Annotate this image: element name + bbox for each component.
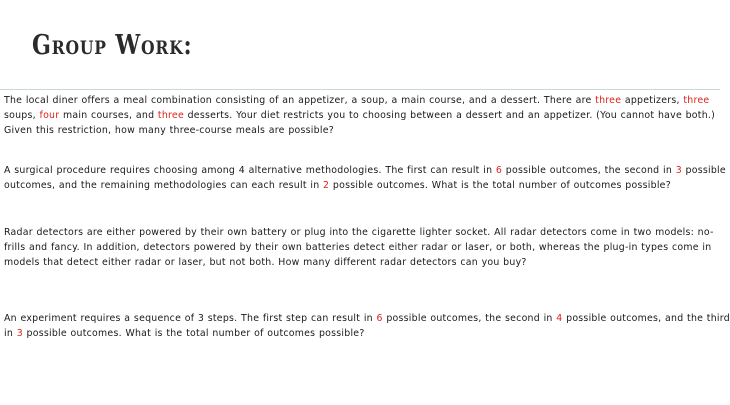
highlighted-quantity: three <box>683 95 710 106</box>
problem-text: possible outcomes, and the third <box>562 313 730 324</box>
problem-text: The local diner offers a meal combination consisting of an appetizer, a soup, a main course, and a dessert. There are <box>4 95 596 106</box>
problem-text-line <box>4 93 716 108</box>
problem-text: main courses, and <box>59 110 158 121</box>
problem-text: appetizers, <box>621 95 684 106</box>
problem-text-line <box>4 255 716 270</box>
problem-text-line <box>4 311 730 326</box>
slide-title: Group Work: <box>32 30 193 61</box>
highlighted-quantity: four <box>39 110 60 121</box>
problem-text: possible <box>681 165 726 176</box>
problem-text: Given this restriction, how many three-course meals are possible? <box>4 125 334 136</box>
highlighted-quantity: 2 <box>323 180 330 191</box>
problem-text: possible outcomes, the second in <box>382 313 557 324</box>
title-divider <box>0 89 720 90</box>
problem-1 <box>4 93 716 138</box>
highlighted-quantity: 6 <box>376 313 383 324</box>
problem-text-line <box>4 123 716 138</box>
highlighted-quantity: 3 <box>675 165 682 176</box>
highlighted-quantity: three <box>595 95 622 106</box>
problem-2 <box>4 163 726 193</box>
problem-text: frills and fancy. In addition, detectors powered by their own batteries detect either radar or laser, or both, whereas the plug-in types come in <box>4 242 712 253</box>
problem-text: models that detect either radar or laser, but not both. How many different radar detectors can you buy? <box>4 257 527 268</box>
highlighted-quantity: 4 <box>556 313 563 324</box>
problem-3 <box>4 225 716 270</box>
problem-text-line <box>4 326 716 341</box>
problem-text-line <box>4 225 716 240</box>
problem-text: in <box>4 328 17 339</box>
problem-text: possible outcomes. What is the total number of outcomes possible? <box>22 328 365 339</box>
problem-text: possible outcomes. What is the total number of outcomes possible? <box>329 180 671 191</box>
problem-text-line <box>4 178 716 193</box>
problem-text: desserts. Your diet restricts you to choosing between a dessert and an appetizer. (You cannot have both.) <box>183 110 716 121</box>
problem-text: outcomes, and the remaining methodologies can each result in <box>4 180 324 191</box>
problem-4 <box>4 311 730 341</box>
highlighted-quantity: 6 <box>495 165 503 176</box>
problem-text: possible outcomes, the second in <box>502 165 676 176</box>
highlighted-quantity: 3 <box>16 328 23 339</box>
problem-text: A surgical procedure requires choosing among 4 alternative methodologies. The first can result in <box>4 165 496 176</box>
highlighted-quantity: three <box>157 110 184 121</box>
problem-text-line <box>4 240 716 255</box>
problem-text: Radar detectors are either powered by their own battery or plug into the cigarette lighter socket. All radar detectors come in two models: no- <box>4 227 714 238</box>
problem-text: An experiment requires a sequence of 3 steps. The first step can result in <box>4 313 377 324</box>
problem-text-line <box>4 163 726 178</box>
problem-text-line <box>4 108 716 123</box>
problem-text: soups, <box>4 110 40 121</box>
